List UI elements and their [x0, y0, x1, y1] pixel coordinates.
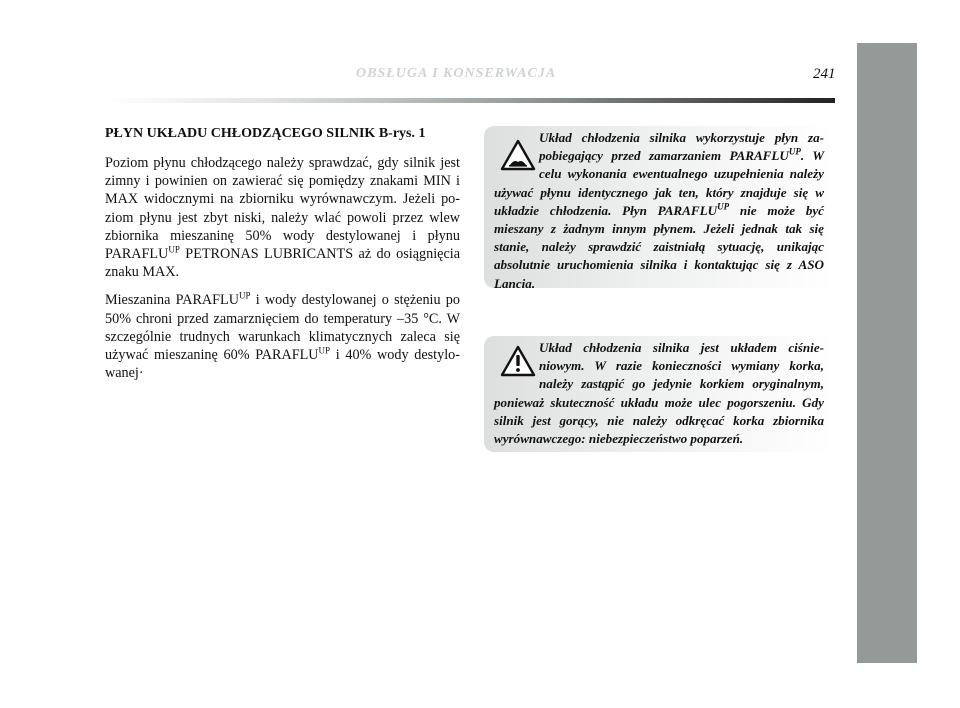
- header-title: OBSŁUGA I KONSERWACJA: [356, 66, 557, 81]
- superscript: UP: [318, 345, 331, 356]
- paragraph-text: i 40% wody destylowanej·: [105, 347, 460, 382]
- superscript: UP: [238, 290, 251, 301]
- warning-notice-text: [494, 339, 824, 448]
- page-number: 241: [813, 66, 836, 82]
- notice-text: . W celu wykonania ewentualnego uzupełnienia należy używać płynu identycznego jak ten, który znajduje się w układzie chłodzenia. Płyn PARAFLU: [494, 148, 824, 218]
- paragraph-text: Mieszanina PARAFLU: [105, 292, 239, 309]
- paragraph-mixture: [105, 291, 460, 382]
- environment-notice-box: [484, 126, 834, 291]
- paragraph-text: Poziom płynu chłodzącego należy sprawdzać, gdy silnik jest zimny i powinien on zawierać się pomiędzy znakami MIN i MAX widocznymi na zbiorniku wyrównawczym. Jeżeli poziom płynu jest zbyt niski, należy wlać powoli przez wlew zbiornika mieszaninę 50% wody destylowanej i płynu PARAFLU: [105, 155, 460, 263]
- notice-text: nie może być mieszany z żadnym innym płynem. Jeżeli jednak tak się stanie, należy sprawdzić zaistniałą sytuację, unikając absolutnie uruchomienia silnika i kontaktując się z ASO Lancia.: [494, 202, 824, 291]
- main-column: [105, 126, 460, 392]
- environment-notice-text: [494, 129, 824, 293]
- paragraph-text: PETRONAS LUBRICANTS aż do osiągnięcia znaku MAX.: [105, 246, 460, 281]
- paragraph-level-check: [105, 154, 460, 281]
- superscript: UP: [168, 244, 180, 255]
- section-side-tab: [857, 43, 917, 663]
- superscript: UP: [788, 146, 801, 157]
- section-heading: PŁYN UKŁADU CHŁODZĄCEGO SILNIK B-rys. 1: [105, 126, 426, 141]
- paragraph-text: i wody destylowanej o stężeniu po 50% chroni przed zamarznięciem do temperatury –35 °C. W szczególnie trudnych warunkach klimatycznych zaleca się używać mieszaninę 60% PARAFLU: [105, 292, 460, 364]
- notice-text: Układ chłodzenia silnika jest układem ciśnieniowym. W razie konieczności wymiany korka, należy zastąpić go jedynie korkiem oryginalnym, ponieważ skuteczność układu może ulec pogorszeniu. Gdy silnik jest gorący, nie należy odkręcać korka zbiornika wyrównawczego: niebezpieczeństwo poparzeń.: [494, 340, 824, 447]
- notice-text: Układ chłodzenia silnika wykorzystuje płyn zapobiegający przed zamarzaniem PARAFLU: [539, 130, 824, 164]
- header-rule: [105, 98, 835, 103]
- superscript: UP: [717, 201, 730, 212]
- warning-notice-box: [484, 336, 834, 452]
